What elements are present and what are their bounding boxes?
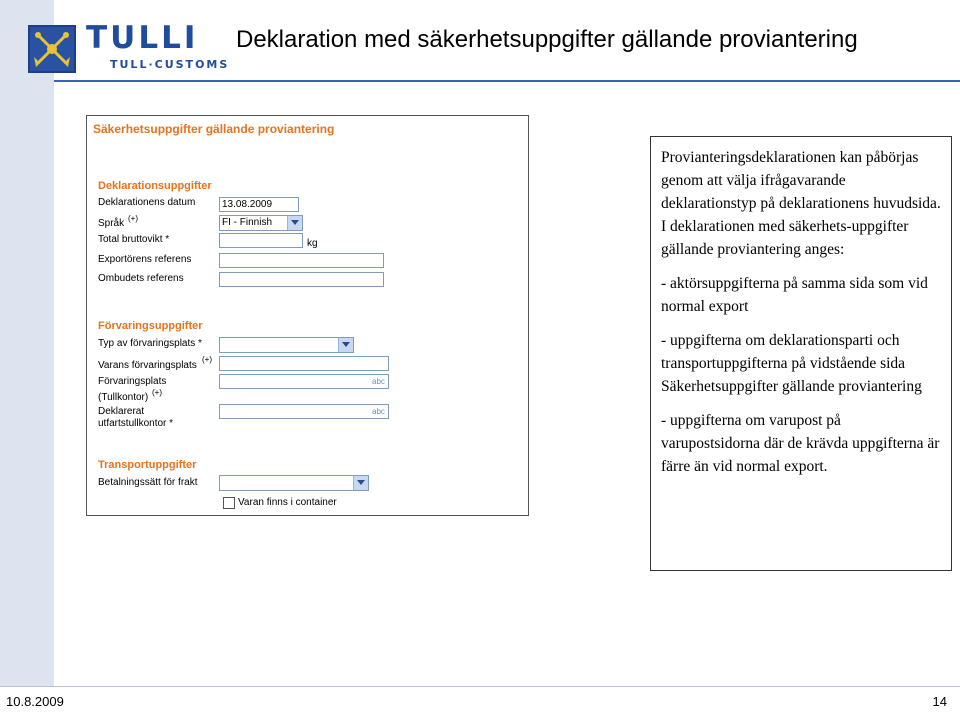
weight-unit: kg bbox=[307, 238, 318, 249]
goods-storage-field[interactable] bbox=[219, 356, 389, 371]
form-panel bbox=[86, 115, 529, 516]
declared-exit-office-field[interactable] bbox=[219, 404, 389, 419]
payment-method-select[interactable] bbox=[219, 475, 369, 491]
title-divider bbox=[54, 80, 960, 82]
callout-paragraph: - uppgifterna om varupost på varupostsidorna där de krävda uppgifterna är färre än vid normal export. bbox=[661, 412, 940, 475]
exporter-ref-field[interactable] bbox=[219, 253, 384, 268]
weight-field[interactable] bbox=[219, 233, 303, 248]
chevron-down-icon bbox=[287, 216, 302, 230]
language-select-value: FI - Finnish bbox=[222, 217, 273, 228]
storage-place-field[interactable] bbox=[219, 374, 389, 389]
language-select[interactable] bbox=[219, 215, 303, 231]
section-title-storage: Förvaringsuppgifter bbox=[98, 320, 203, 332]
page-number: 14 bbox=[932, 694, 947, 709]
footer-date: 10.8.2009 bbox=[6, 694, 64, 709]
chevron-down-icon bbox=[338, 338, 353, 352]
weight-label: Total bruttovikt * bbox=[98, 234, 170, 245]
logo-wordmark: TULLI bbox=[86, 20, 199, 56]
spellcheck-abc-icon: abc bbox=[372, 407, 385, 416]
agent-ref-field[interactable] bbox=[219, 272, 384, 287]
language-label: Språk bbox=[98, 218, 125, 229]
slide-title: Deklaration med säkerhetsuppgifter gällande proviantering bbox=[236, 26, 858, 53]
customs-emblem-icon bbox=[28, 25, 76, 73]
exporter-ref-label: Exportörens referens bbox=[98, 254, 192, 265]
section-title-transport: Transportuppgifter bbox=[98, 459, 197, 471]
customs-office-label: (Tullkontor) bbox=[98, 392, 149, 403]
declared-exit-label-line2: utfartstullkontor * bbox=[98, 418, 174, 429]
callout-paragraph: - aktörsuppgifterna på samma sida som vid normal export bbox=[661, 275, 928, 315]
storage-type-select[interactable] bbox=[219, 337, 354, 353]
agent-ref-label: Ombudets referens bbox=[98, 273, 184, 284]
left-sidebar-band bbox=[0, 0, 54, 686]
goods-storage-label: Varans förvaringsplats bbox=[98, 360, 197, 371]
date-field[interactable]: 13.08.2009 bbox=[219, 197, 299, 212]
storage-place-label: Förvaringsplats bbox=[98, 376, 167, 387]
logo-subtitle: TULL·CUSTOMS bbox=[110, 58, 230, 71]
spellcheck-abc-icon: abc bbox=[372, 377, 385, 386]
form-heading: Säkerhetsuppgifter gällande proviantering bbox=[93, 122, 335, 136]
footer-bar bbox=[0, 686, 960, 712]
callout-paragraph: - uppgifterna om deklarationsparti och transportuppgifterna på vidstående sida Säkerhetsuppgifter gällande proviantering bbox=[661, 332, 922, 395]
customs-office-note: (+) bbox=[152, 388, 162, 397]
storage-type-label: Typ av förvaringsplats * bbox=[98, 338, 202, 349]
date-label: Deklarationens datum bbox=[98, 197, 196, 208]
section-title-declaration: Deklarationsuppgifter bbox=[98, 180, 212, 192]
declared-exit-label-line1: Deklarerat bbox=[98, 406, 145, 417]
callout-paragraph: Provianteringsdeklarationen kan påbörjas genom att välja ifrågavarande deklarationstyp på deklarationens huvudsida. I deklarationen med säkerhets-uppgifter gällande proviantering anges: bbox=[661, 149, 941, 258]
chevron-down-icon bbox=[353, 476, 368, 490]
language-note: (+) bbox=[128, 214, 138, 223]
container-checkbox[interactable] bbox=[223, 497, 235, 509]
goods-storage-note: (+) bbox=[202, 355, 212, 364]
explanation-callout bbox=[650, 136, 952, 571]
payment-method-label: Betalningssätt för frakt bbox=[98, 477, 198, 488]
container-checkbox-label: Varan finns i container bbox=[238, 497, 337, 508]
